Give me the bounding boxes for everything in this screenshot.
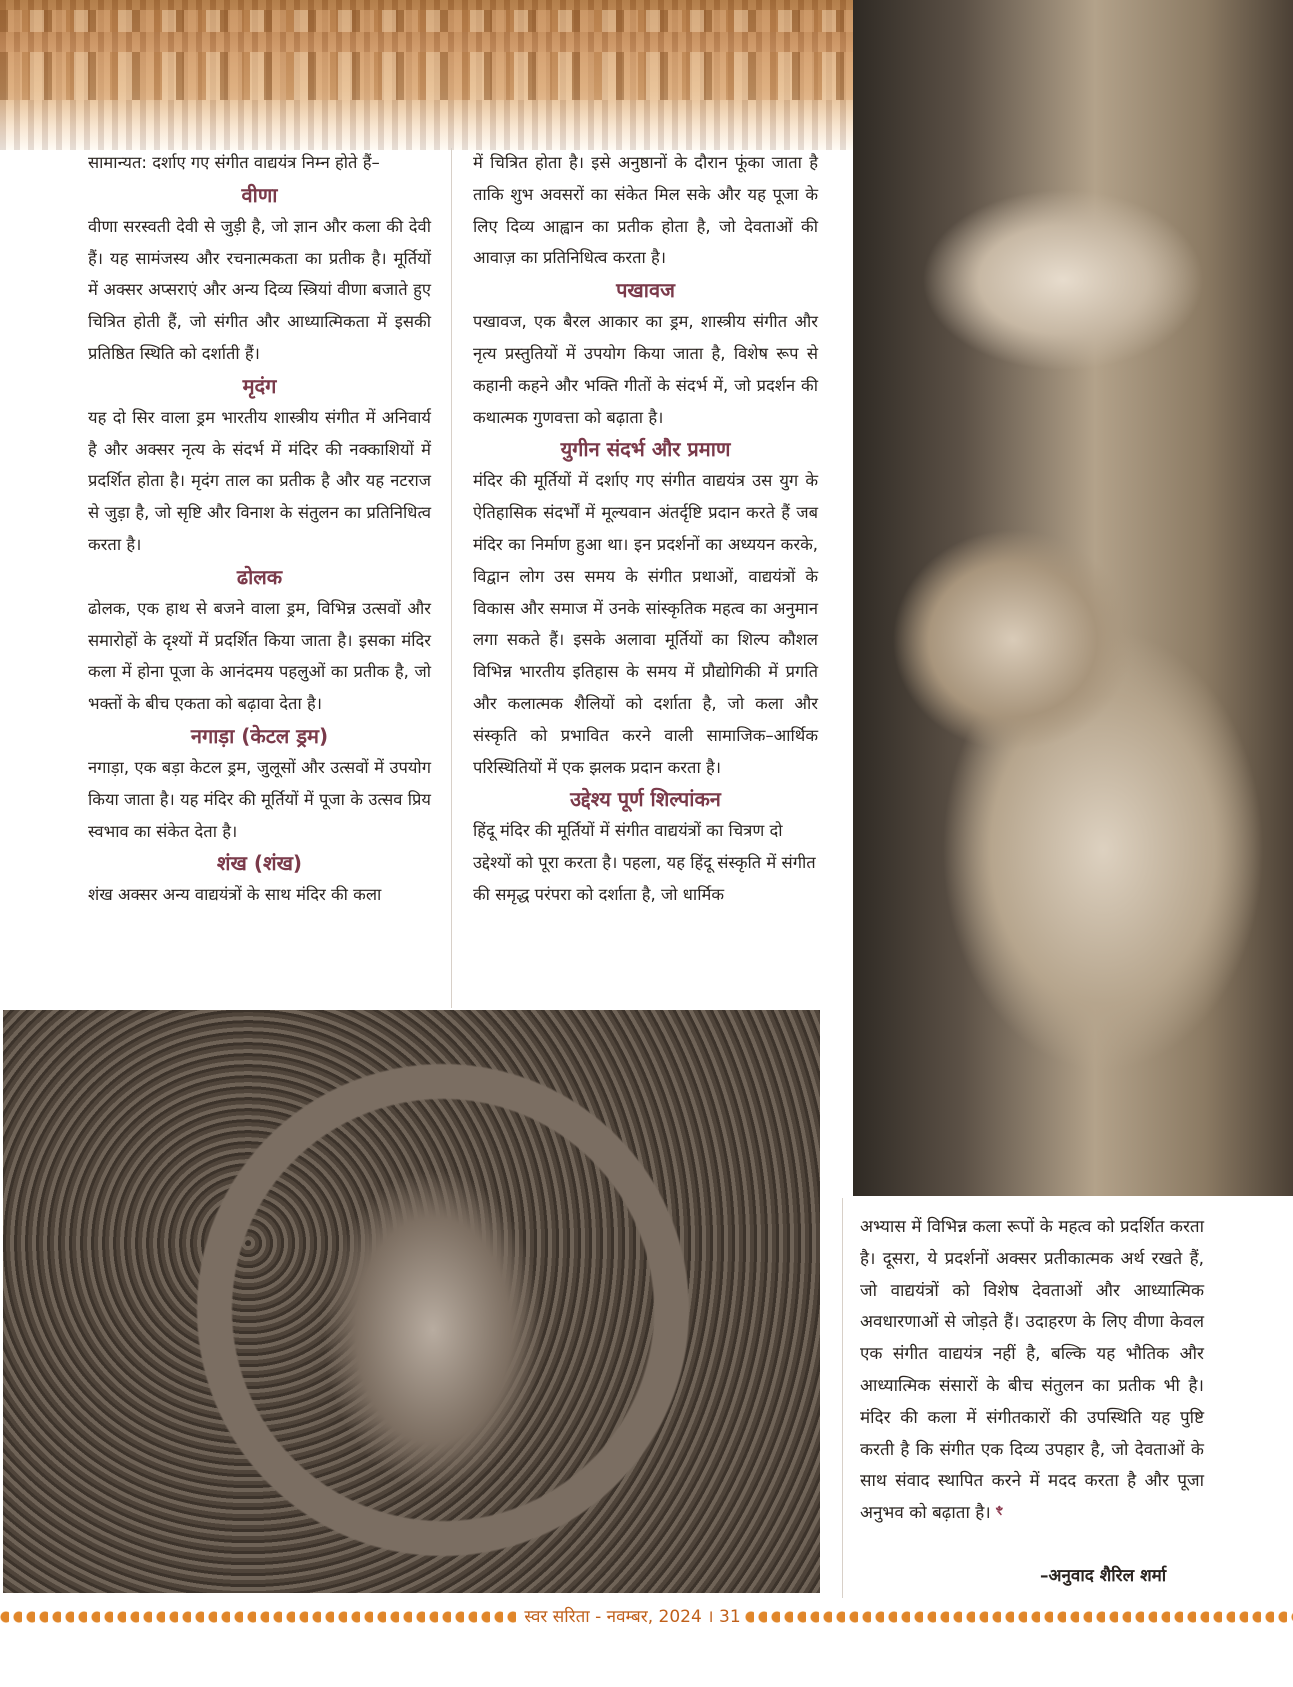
- heading-nagada: नगाड़ा (केटल ड्रम): [190, 723, 329, 748]
- heading-veena: वीणा: [241, 182, 278, 207]
- sculpture-photo-medallion: [3, 1010, 820, 1593]
- paragraph-pakhawaj: पखावज, एक बैरल आकार का ड्रम, शास्त्रीय संगीत और नृत्य प्रस्तुतियों में उपयोग किया जाता है, विशेष रूप से कहानी कहने और भक्ति गीतों के संदर्भ में, जो प्रदर्शन की कथात्मक गुणवत्ता को बढ़ाता है।: [473, 312, 818, 427]
- heading-shankh: शंख (शंख): [216, 851, 303, 876]
- paragraph-shankh: शंख अक्सर अन्य वाद्ययंत्रों के साथ मंदिर की कला: [88, 885, 382, 905]
- conclusion-text: अभ्यास में विभिन्न कला रूपों के महत्व को प्रदर्शित करता है। दूसरा, ये प्रदर्शनों अक्सर प्रतीकात्मक अर्थ रखते हैं, जो वाद्ययंत्रों को विशेष देवताओं और आध्यात्मिक अवधारणाओं से जोड़ते हैं। उदाहरण के लिए वीणा केवल एक संगीत वाद्ययंत्र नहीं है, बल्कि यह भौतिक और आध्यात्मिक संसारों के बीच संतुलन का प्रतीक भी है। मंदिर की कला में संगीतकारों की उपस्थिति यह पुष्टि करती है कि संगीत एक दिव्य उपहार है, जो देवताओं के साथ संवाद स्थापित करने में मदद करता है और पूजा अनुभव को बढ़ाता है।: [860, 1217, 1204, 1524]
- end-mark-icon: ꣳ: [996, 1503, 1003, 1524]
- intro-text: सामान्यत: दर्शाए गए संगीत वाद्ययंत्र निम्न होते हैं–: [88, 153, 380, 172]
- column-divider: [451, 148, 452, 1008]
- sculpture-photo-drummer: [853, 0, 1293, 1196]
- text-column-1: [88, 147, 431, 911]
- paragraph-veena: वीणा सरस्वती देवी से जुड़ी है, जो ज्ञान और कला की देवी हैं। यह सामंजस्य और रचनात्मकता का प्रतीक है। मूर्तियों में अक्सर अप्सराएं और अन्य दिव्य स्त्रियां वीणा बजाते हुए चित्रित होती हैं, जो संगीत और आध्यात्मिकता में इसकी प्रतिष्ठित स्थिति को दर्शाती हैं।: [88, 216, 431, 363]
- paragraph-mridang: यह दो सिर वाला ड्रम भारतीय शास्त्रीय संगीत में अनिवार्य है और अक्सर नृत्य के संदर्भ में मंदिर की नक्काशियों में प्रदर्शित होता है। मृदंग ताल का प्रतीक है और यह नटराज से जुड़ा है, जो सृष्टि और विनाश के संतुलन का प्रतिनिधित्व करता है।: [88, 407, 431, 554]
- heading-dholak: ढोलक: [236, 564, 283, 589]
- translator-credit: –अनुवाद शैरिल शर्मा: [1040, 1566, 1167, 1586]
- decorative-border-right: [745, 1610, 1293, 1624]
- page-footer: [0, 1604, 1293, 1630]
- column-divider: [842, 1198, 843, 1598]
- decorative-border-left: [0, 1610, 520, 1624]
- temple-frieze-banner: [0, 0, 853, 150]
- heading-historical-context: युगीन संदर्भ और प्रमाण: [560, 437, 731, 462]
- text-column-2: [473, 147, 818, 911]
- text-column-3: [860, 1212, 1204, 1530]
- footer-magazine-page: स्वर सरिता - नवम्बर, 2024 । 31: [524, 1607, 741, 1627]
- paragraph-purposeful-sculpting: हिंदू मंदिर की मूर्तियों में संगीत वाद्ययंत्रों का चित्रण दो उद्देश्यों को पूरा करता है। पहला, यह हिंदू संस्कृति में संगीत की समृद्ध परंपरा को दर्शाता है, जो धार्मिक: [473, 821, 816, 904]
- heading-pakhawaj: पखावज: [616, 278, 675, 303]
- paragraph-historical-context: मंदिर की मूर्तियों में दर्शाए गए संगीत वाद्ययंत्र उस युग के ऐतिहासिक संदर्भों में मूल्यवान अंतर्दृष्टि प्रदान करते हैं जब मंदिर का निर्माण हुआ था। इन प्रदर्शनों का अध्ययन करके, विद्वान लोग उस समय के संगीत प्रथाओं, वाद्ययंत्रों के विकास और समाज में उनके सांस्कृतिक महत्व का अनुमान लगा सकते हैं। इसके अलावा मूर्तियों का शिल्प कौशल विभिन्न भारतीय इतिहास के समय में प्रौद्योगिकी में प्रगति और कलात्मक शैलियों को दर्शाता है, जो कला और संस्कृति को प्रभावित करने वाली सामाजिक–आर्थिक परिस्थितियों में एक झलक प्रदान करता है।: [473, 471, 818, 777]
- paragraph-dholak: ढोलक, एक हाथ से बजने वाला ड्रम, विभिन्न उत्सवों और समारोहों के दृश्यों में प्रदर्शित किया जाता है। इसका मंदिर कला में होना पूजा के आनंदमय पहलुओं का प्रतीक है, जो भक्तों के बीच एकता को बढ़ावा देता है।: [88, 598, 431, 714]
- paragraph-shankh-continued: में चित्रित होता है। इसे अनुष्ठानों के दौरान फूंका जाता है ताकि शुभ अवसरों का संकेत मिल सके और यह पूजा के लिए दिव्य आह्वान का प्रतीक होता है, जो देवताओं की आवाज़ का प्रतिनिधित्व करता है।: [473, 153, 818, 268]
- paragraph-nagada: नगाड़ा, एक बड़ा केटल ड्रम, जुलूसों और उत्सवों में उपयोग किया जाता है। यह मंदिर की मूर्तियों में पूजा के उत्सव प्रिय स्वभाव का संकेत देता है।: [88, 757, 431, 841]
- heading-purposeful-sculpting: उद्देश्य पूर्ण शिल्पांकन: [570, 787, 721, 812]
- heading-mridang: मृदंग: [242, 373, 277, 398]
- paragraph-conclusion: [860, 1212, 1204, 1530]
